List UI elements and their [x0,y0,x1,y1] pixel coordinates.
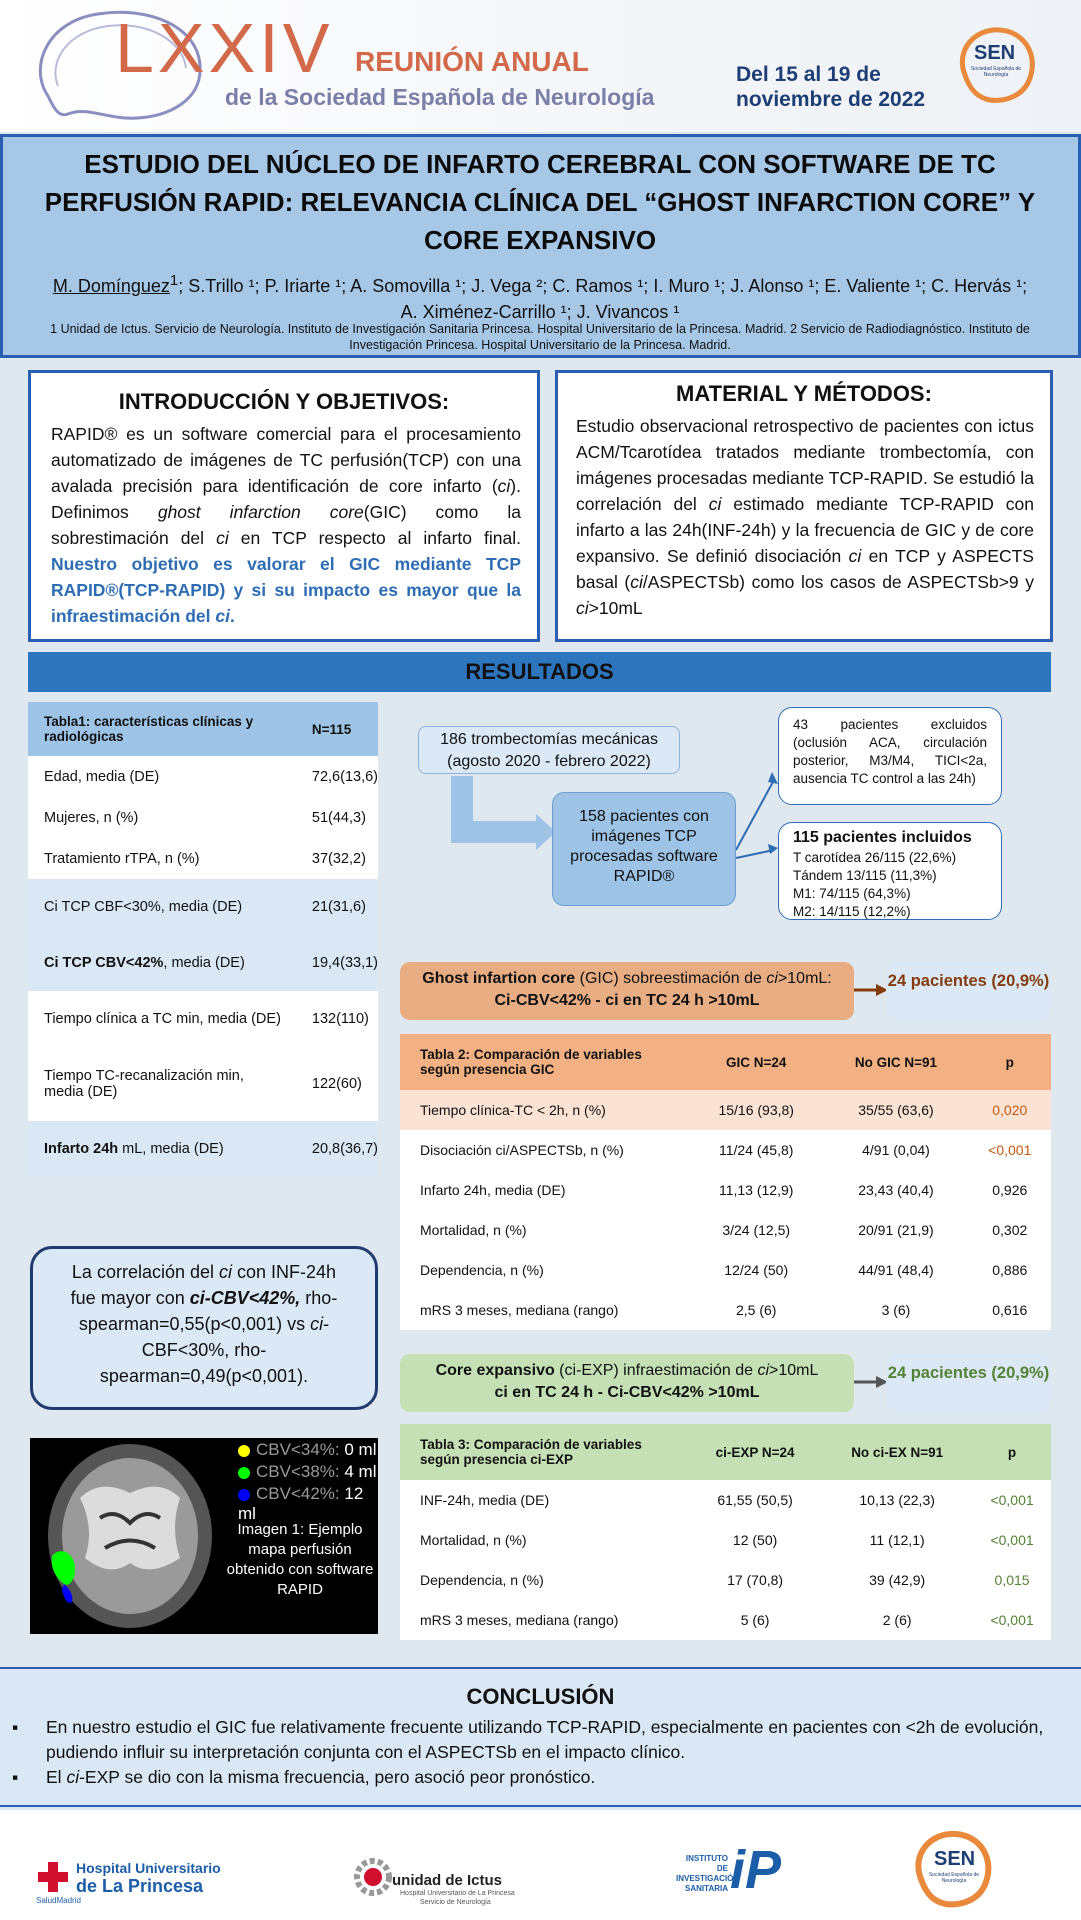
table-row: Infarto 24h mL, media (DE) 20,8(36,7) [28,1121,378,1177]
hospital-sub: SaludMadrid [36,1896,81,1905]
ictus-logo: unidad de Ictus [392,1872,503,1889]
table-row: Tratamiento rTPA, n (%) 37(32,2) [28,838,378,879]
table-3 [400,1424,1051,1640]
conference-number: LXXIV [115,9,334,87]
intro-panel [28,370,540,642]
sen-footer-sub: Sociedad Española de Neurología [928,1872,980,1884]
results-heading: RESULTADOS [28,652,1051,692]
conclusion-item: ▪ El ci-EXP se dio con la misma frecuencia, pero asoció peor pronóstico. [12,1767,596,1787]
arrow-right-icon [854,1374,888,1390]
authors-rest: ; S.Trillo ¹; P. Iriarte ¹; A. Somovilla ¹; J. Vega ²; C. Ramos ¹; I. Muro ¹; J. Alonso ¹; E. Valiente ¹; C. Hervás ¹; [178,276,1028,296]
correlation-box: La correlación del ci con INF-24h fue mayor con ci-CBV<42%, rho-spearman=0,55(p<0,001) vs ci-CBF<30%, rho-spearman=0,49(p<0,001). [30,1246,378,1410]
legend-swatch [238,1489,250,1501]
table-row: mRS 3 meses, mediana (rango) 2,5 (6) 3 (6) 0,616 [400,1290,1051,1330]
table-row: Edad, media (DE) 72,6(13,6) [28,756,378,797]
conclusion-item: ▪ En nuestro estudio el GIC fue relativamente frecuente utilizando TCP-RAPID, especialmente en pacientes con <2h de evolución, pudiendo influir su interpretación conjunta con el ASPECTSb en el impacto clínico. [12,1717,1044,1762]
table-row: Dependencia, n (%) 12/24 (50) 44/91 (48,4) 0,886 [400,1250,1051,1290]
title-line-1: ESTUDIO DEL NÚCLEO DE INFARTO CEREBRAL CON SOFTWARE DE TC [84,149,996,179]
affiliations: 1 Unidad de Ictus. Servicio de Neurología. Instituto de Investigación Sanitaria Princesa. Hospital Universitario de la Princesa. Madrid. 2 Servicio de Radiodiagnóstico. Instituto de Investigación Princesa. Hospital Universitario de la Princesa. Madrid. [50,322,1030,352]
table-header-row: Tabla 2: Comparación de variables según presencia GIC GIC N=24 No GIC N=91 p [400,1034,1051,1090]
table-row: Disociación ci/ASPECTSb, n (%) 11/24 (45,8) 4/91 (0,04) <0,001 [400,1130,1051,1170]
exp-result: 24 pacientes (20,9%) [886,1354,1051,1412]
sen-footer-logo: SEN [934,1848,976,1870]
image-caption: Imagen 1: Ejemplo mapa perfusión obtenido con software RAPID [226,1521,374,1598]
legend-swatch [238,1467,250,1479]
methods-heading: MATERIAL Y MÉTODOS: [676,381,932,406]
table-row: Tiempo clínica a TC min, media (DE) 132(110) [28,991,378,1047]
first-author: M. Domínguez [52,276,170,296]
conference-dates [736,62,925,112]
table-row: Tiempo clínica-TC < 2h, n (%) 15/16 (93,8) 35/55 (63,6) 0,020 [400,1090,1051,1130]
title-line-3: CORE EXPANSIVO [423,225,657,255]
sen-logo-subtext: Sociedad Española de Neurología [970,66,1022,78]
legend-item: CBV<42%: 12 ml [238,1484,364,1523]
table-row: INF-24h, media (DE) 61,55 (50,5) 10,13 (22,3) <0,001 [400,1480,1051,1520]
intro-heading: INTRODUCCIÓN Y OBJETIVOS: [118,389,450,414]
sen-logo [950,20,1040,110]
flow-box-excluded: 43 pacientes excluidos (oclusión ACA, circulación posterior, M3/M4, TICI<2a, ausencia TC control a las 24h) [778,707,1002,805]
conference-label: REUNIÓN ANUAL [355,46,589,77]
flow-box-thrombectomies: 186 trombectomías mecánicas (agosto 2020 - febrero 2022) [418,726,680,774]
intro-objective: Nuestro objetivo es valorar el GIC mediante TCP RAPID®(TCP-RAPID) y si su impacto es mayor que la infraestimación del ci. [51,554,521,626]
table-row: Ci TCP CBF<30%, media (DE) 21(31,6) [28,879,378,935]
title-line-2: PERFUSIÓN RAPID: RELEVANCIA CLÍNICA DEL “GHOST INFARCTION CORE” Y [44,187,1036,217]
dates-line-1: Del 15 al 19 de [736,63,881,86]
poster-title [20,145,1060,259]
table-header-row [28,702,378,756]
hospital-logo [36,1860,70,1894]
iis-logo-text: INSTITUTO DE INVESTIGACIÓN SANITARIA [676,1854,740,1893]
conclusion-heading: CONCLUSIÓN [466,1684,615,1709]
table-row: Dependencia, n (%) 17 (70,8) 39 (42,9) 0,015 [400,1560,1051,1600]
table-row: Ci TCP CBV<42%, media (DE) 19,4(33,1) [28,935,378,991]
intro-text: RAPID® es un software comercial para el procesamiento automatizado de imágenes de TC perfusión(TCP) con una avalada precisión para identificación de core infarto (ci). Definimos ghost infarction core(GIC) como la sobrestimación del ci en TCP respecto al infarto final. Nuestro objetivo es valorar el GIC mediante TCP RAPID®(TCP-RAPID) y si su impacto es mayor que la infraestimación del ci. [51,424,522,626]
society-name: de la Sociedad Española de Neurología [225,84,655,110]
gic-definition: Ghost infartion core (GIC) sobreestimación de ci>10mL: Ci-CBV<42% - ci en TC 24 h >10mL [400,962,854,1020]
sen-brain-icon [950,20,1040,110]
ictus-gear-icon [350,1854,396,1900]
flow-box-rapid: 158 pacientes con imágenes TCP procesadas software RAPID® [552,792,736,906]
hospital-name: de La Princesa [76,1876,204,1896]
ictus-sub-1: Hospital Universitario de La Princesa [400,1890,515,1897]
arrow-right-icon [854,982,888,998]
dates-line-2: noviembre de 2022 [736,88,926,111]
hospital-name-top: Hospital Universitario [76,1860,221,1876]
authors-line-2: A. Ximénez-Carrillo ¹; J. Vivancos ¹ [400,302,680,322]
table-1-header-n: N=115 [296,702,378,756]
legend-swatch [238,1445,250,1457]
footer-logos [0,1810,1081,1920]
table-row: mRS 3 meses, mediana (rango) 5 (6) 2 (6) <0,001 [400,1600,1051,1640]
table-2 [400,1034,1051,1330]
authors: M. Domínguez$^1$; S.Trillo ¹; P. Iriarte ¹; A. Somovilla ¹; J. Vega ²; C. Ramos ¹; I. Muro ¹; J. Alonso ¹; E. Valiente ¹; C. Hervás ¹; A. Ximénez-Carrillo ¹; J. Vivancos ¹ [20,268,1060,325]
methods-panel [555,370,1053,642]
table-row: Infarto 24h, media (DE) 11,13 (12,9) 23,43 (40,4) 0,926 [400,1170,1051,1210]
exp-definition: Core expansivo (ci-EXP) infraestimación de ci>10mL ci en TC 24 h - Ci-CBV<42% >10mL [400,1354,854,1412]
table-row: Mujeres, n (%) 51(44,3) [28,797,378,838]
table-row: Mortalidad, n (%) 12 (50) 11 (12,1) <0,001 [400,1520,1051,1560]
table-header-row: Tabla 3: Comparación de variables según presencia ci-EXP ci-EXP N=24 No ci-EX N=91 p [400,1424,1051,1480]
iis-logo-mark: iP [730,1840,782,1900]
table-row: Tiempo TC-recanalización min, media (DE) 122(60) [28,1047,378,1121]
methods-text: Estudio observacional retrospectivo de pacientes con ictus ACM/Tcarotídea tratados mediante trombectomía, con imágenes procesadas mediante TCP-RAPID. Se estudió la correlación del ci estimado mediante TCP-RAPID con infarto a las 24h(INF-24h) y la frecuencia de GIC y de core expansivo. Se definió disociación ci en TCP y ASPECTS basal (ci/ASPECTSb) como los casos de ASPECTSb>9 y ci>10mL [576,416,1034,618]
sen-logo-text: SEN [974,42,1016,64]
table-1-header-label: Tabla1: características clínicas y radiológicas [28,702,296,756]
hospital-cross-icon [36,1860,70,1894]
ictus-sub-2: Servicio de Neurología [420,1899,491,1906]
legend-item: CBV<34%: 0 ml [238,1440,377,1460]
gic-result: 24 pacientes (20,9%) [886,962,1051,1020]
flow-box-included: 115 pacientes incluidos T carotídea 26/115 (22,6%) Tándem 13/115 (11,3%) M1: 74/115 (64,3%) M2: 14/115 (12,2%) [778,822,1002,920]
legend-item: CBV<38%: 4 ml [238,1462,377,1482]
table-row: Mortalidad, n (%) 3/24 (12,5) 20/91 (21,9) 0,302 [400,1210,1051,1250]
table-1 [28,702,378,1177]
